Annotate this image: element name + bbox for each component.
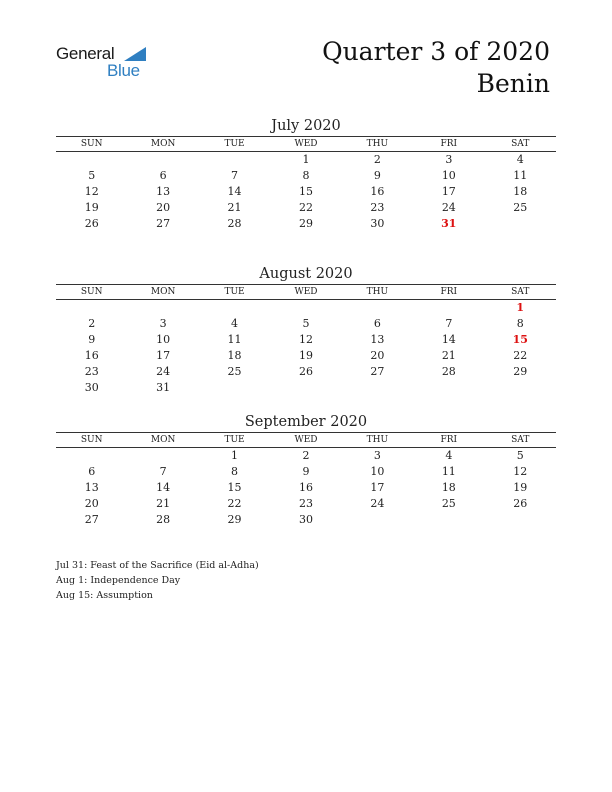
day-cell: 29	[227, 513, 242, 526]
day-cell: 23	[370, 201, 385, 214]
day-cell	[127, 300, 198, 316]
day-cell: 17	[370, 481, 385, 494]
day-cell: 13	[84, 481, 99, 494]
week-row	[56, 380, 556, 396]
weekday-label: MON	[127, 285, 198, 300]
day-cell: 26	[298, 365, 313, 378]
day-cell: 14	[227, 185, 242, 198]
logo-blue-text: Blue	[107, 61, 140, 80]
week-row	[56, 480, 556, 496]
day-cell: 23	[84, 365, 99, 378]
day-cell: 11	[227, 333, 242, 346]
holiday-day-cell: 1	[516, 301, 525, 314]
day-cell	[199, 152, 270, 168]
week-row	[56, 332, 556, 348]
day-cell: 9	[373, 169, 381, 182]
day-cell: 31	[156, 381, 171, 394]
day-cell: 2	[373, 153, 381, 166]
holiday-notes	[56, 558, 259, 603]
day-cell: 12	[513, 465, 528, 478]
calendar-grid	[56, 136, 556, 232]
day-cell: 17	[441, 185, 456, 198]
day-cell: 1	[231, 449, 239, 462]
day-cell: 1	[302, 153, 310, 166]
day-cell: 16	[370, 185, 385, 198]
week-row	[56, 300, 556, 316]
weekday-label: TUE	[199, 137, 270, 152]
day-cell: 5	[516, 449, 524, 462]
weekday-label: THU	[342, 285, 413, 300]
day-cell: 13	[370, 333, 385, 346]
day-cell: 3	[373, 449, 381, 462]
day-cell: 6	[88, 465, 96, 478]
day-cell: 7	[159, 465, 167, 478]
day-cell	[342, 300, 413, 316]
day-cell: 3	[159, 317, 167, 330]
day-cell	[485, 216, 556, 232]
day-cell	[413, 512, 484, 528]
day-cell: 15	[298, 185, 313, 198]
weekday-label: FRI	[413, 433, 484, 448]
day-cell: 8	[302, 169, 310, 182]
weekday-label: SAT	[485, 137, 556, 152]
day-cell: 10	[370, 465, 385, 478]
day-cell: 16	[84, 349, 99, 362]
day-cell: 24	[441, 201, 456, 214]
day-cell: 22	[513, 349, 528, 362]
day-cell: 20	[370, 349, 385, 362]
month-title: July 2020	[271, 118, 341, 134]
day-cell	[270, 300, 341, 316]
day-cell	[127, 152, 198, 168]
weekday-label: WED	[270, 137, 341, 152]
country-title: Benin	[476, 69, 550, 98]
weekday-label: MON	[127, 433, 198, 448]
day-cell: 28	[441, 365, 456, 378]
weekday-header-row	[56, 433, 556, 448]
holiday-note: Aug 1: Independence Day	[56, 575, 181, 586]
day-cell: 4	[516, 153, 524, 166]
day-cell: 27	[84, 513, 99, 526]
day-cell: 5	[302, 317, 310, 330]
day-cell: 24	[156, 365, 171, 378]
day-cell: 26	[84, 217, 99, 230]
generalblue-logo	[56, 44, 156, 84]
week-row	[56, 448, 556, 464]
day-cell: 4	[445, 449, 453, 462]
day-cell	[56, 300, 127, 316]
logo-general-text: General	[56, 44, 115, 63]
day-cell: 30	[370, 217, 385, 230]
month-title: September 2020	[244, 414, 368, 430]
day-cell: 21	[441, 349, 456, 362]
day-cell: 25	[513, 201, 528, 214]
day-cell: 10	[441, 169, 456, 182]
day-cell: 8	[516, 317, 524, 330]
day-cell: 25	[441, 497, 456, 510]
day-cell: 20	[84, 497, 99, 510]
month-title: August 2020	[259, 266, 353, 282]
day-cell: 7	[231, 169, 239, 182]
day-cell: 24	[370, 497, 385, 510]
weekday-label: FRI	[413, 137, 484, 152]
day-cell: 26	[513, 497, 528, 510]
day-cell: 22	[227, 497, 242, 510]
day-cell: 8	[231, 465, 239, 478]
weekday-label: MON	[127, 137, 198, 152]
weekday-label: SAT	[485, 285, 556, 300]
day-cell: 6	[159, 169, 167, 182]
day-cell: 7	[445, 317, 453, 330]
logo-triangle-icon	[124, 47, 146, 61]
month-august	[56, 264, 556, 396]
weekday-label: THU	[342, 433, 413, 448]
day-cell: 29	[298, 217, 313, 230]
weekday-label: TUE	[199, 433, 270, 448]
day-cell	[342, 512, 413, 528]
week-row	[56, 348, 556, 364]
day-cell: 18	[513, 185, 528, 198]
day-cell: 21	[227, 201, 242, 214]
day-cell: 9	[302, 465, 310, 478]
weekday-label: SUN	[56, 433, 127, 448]
day-cell	[56, 152, 127, 168]
weekday-header-row	[56, 285, 556, 300]
weekday-label: TUE	[199, 285, 270, 300]
week-row	[56, 168, 556, 184]
day-cell: 4	[231, 317, 239, 330]
day-cell: 9	[88, 333, 96, 346]
day-cell: 22	[298, 201, 313, 214]
holiday-note: Jul 31: Feast of the Sacrifice (Eid al-Adha)	[56, 560, 259, 571]
day-cell: 28	[156, 513, 171, 526]
weekday-label: SUN	[56, 137, 127, 152]
quarter-title: Quarter 3 of 2020	[322, 37, 550, 66]
day-cell: 20	[156, 201, 171, 214]
day-cell: 14	[441, 333, 456, 346]
day-cell	[342, 380, 413, 396]
day-cell: 30	[298, 513, 313, 526]
weekday-label: THU	[342, 137, 413, 152]
day-cell: 27	[370, 365, 385, 378]
day-cell: 15	[227, 481, 242, 494]
day-cell	[413, 380, 484, 396]
day-cell	[485, 380, 556, 396]
day-cell: 13	[156, 185, 171, 198]
weekday-label: WED	[270, 285, 341, 300]
day-cell: 11	[513, 169, 528, 182]
weekday-label: FRI	[413, 285, 484, 300]
day-cell: 25	[227, 365, 242, 378]
day-cell: 18	[441, 481, 456, 494]
day-cell: 19	[84, 201, 99, 214]
calendar-grid	[56, 284, 556, 396]
holiday-day-cell: 15	[512, 333, 528, 346]
day-cell: 19	[298, 349, 313, 362]
day-cell: 16	[298, 481, 313, 494]
day-cell: 19	[513, 481, 528, 494]
day-cell: 2	[302, 449, 310, 462]
day-cell: 30	[84, 381, 99, 394]
weekday-label: SAT	[485, 433, 556, 448]
day-cell	[270, 380, 341, 396]
day-cell: 5	[88, 169, 96, 182]
day-cell: 23	[298, 497, 313, 510]
day-cell	[199, 300, 270, 316]
day-cell	[413, 300, 484, 316]
holiday-note: Aug 15: Assumption	[56, 590, 153, 601]
day-cell: 6	[373, 317, 381, 330]
week-row	[56, 200, 556, 216]
week-row	[56, 496, 556, 512]
page-title	[322, 36, 550, 100]
day-cell: 12	[298, 333, 313, 346]
day-cell: 10	[156, 333, 171, 346]
calendar-grid	[56, 432, 556, 528]
week-row	[56, 464, 556, 480]
day-cell	[127, 448, 198, 464]
month-september	[56, 412, 556, 528]
week-row	[56, 364, 556, 380]
day-cell: 29	[513, 365, 528, 378]
day-cell: 17	[156, 349, 171, 362]
week-row	[56, 216, 556, 232]
day-cell	[56, 448, 127, 464]
day-cell: 11	[441, 465, 456, 478]
day-cell: 14	[156, 481, 171, 494]
day-cell: 27	[156, 217, 171, 230]
weekday-label: SUN	[56, 285, 127, 300]
day-cell: 21	[156, 497, 171, 510]
day-cell: 12	[84, 185, 99, 198]
week-row	[56, 152, 556, 168]
week-row	[56, 512, 556, 528]
day-cell	[485, 512, 556, 528]
weekday-header-row	[56, 137, 556, 152]
week-row	[56, 316, 556, 332]
day-cell: 3	[445, 153, 453, 166]
weekday-label: WED	[270, 433, 341, 448]
day-cell: 28	[227, 217, 242, 230]
day-cell: 18	[227, 349, 242, 362]
day-cell: 2	[88, 317, 96, 330]
day-cell	[199, 380, 270, 396]
week-row	[56, 184, 556, 200]
month-july	[56, 116, 556, 232]
holiday-day-cell: 31	[441, 217, 457, 230]
